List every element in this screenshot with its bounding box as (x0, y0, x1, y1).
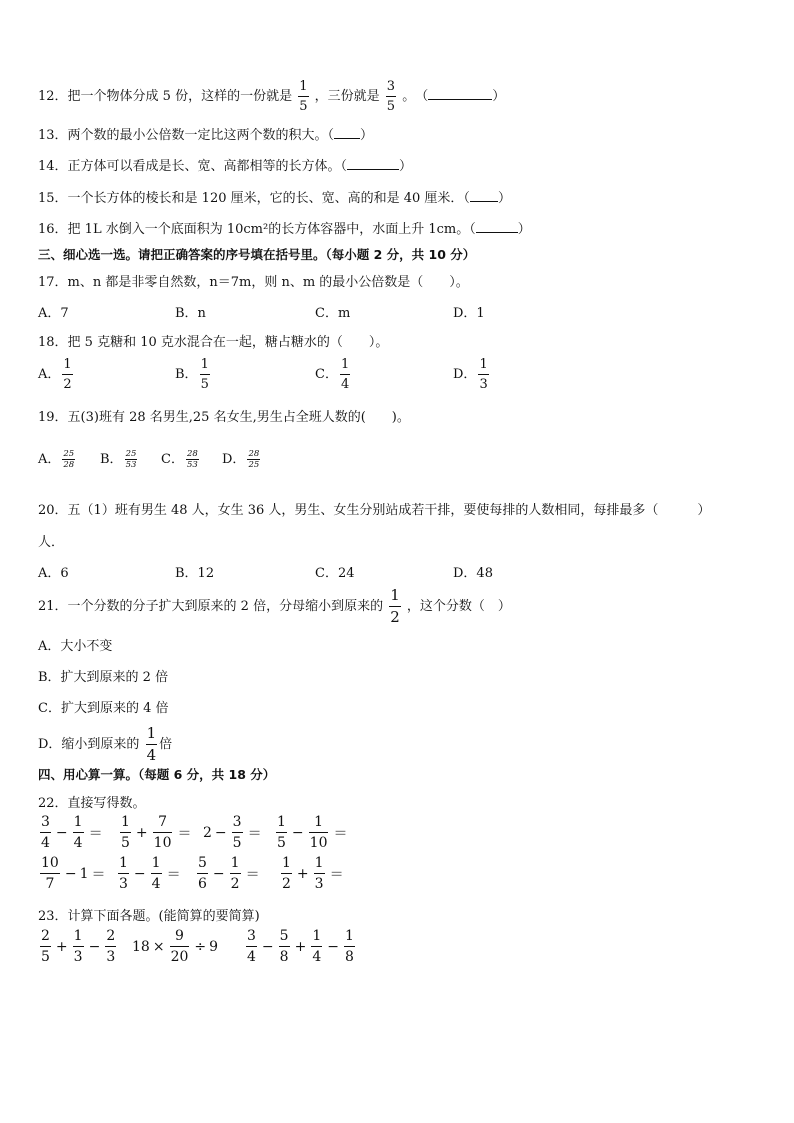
question-20-cont: 人． (38, 535, 65, 550)
option-d[interactable]: D．1 (453, 306, 485, 321)
option-d[interactable]: D．缩小到原来的 $\frac{1}{4}$ 倍 (38, 724, 173, 764)
answer-blank[interactable] (428, 87, 492, 100)
fraction: $\frac{3}{5}$ (386, 79, 396, 114)
fraction: $\frac{28}{53}$ (186, 448, 198, 470)
expression: $\frac{1}{5}$ − $\frac{1}{10}$ ＝ (277, 814, 348, 851)
fraction: $\frac{1}{5}$ (299, 79, 308, 114)
expression: $\frac{3}{4}$ − $\frac{1}{4}$ ＝ (41, 814, 103, 851)
expression: $\frac{1}{2}$ + $\frac{1}{3}$ ＝ (282, 855, 344, 892)
option-b[interactable]: B． $\frac{1}{5}$ (175, 357, 209, 392)
answer-blank[interactable] (334, 126, 360, 139)
expression: $\frac{5}{6}$ − $\frac{1}{2}$ ＝ (198, 855, 260, 892)
fraction: $\frac{1}{4}$ (146, 724, 157, 764)
fraction: $\frac{25}{28}$ (63, 448, 75, 470)
question-14: 14．正方体可以看成是长、宽、高都相等的长方体。（ ） (38, 159, 413, 174)
answer-blank[interactable] (347, 157, 399, 170)
fraction: $\frac{28}{25}$ (248, 448, 260, 470)
question-12: 12．把一个物体分成 5 份，这样的一份就是 $\frac{1}{5}$ ，三份就是 $\frac{3}{5}$ 。 （ ） (38, 79, 506, 114)
question-13: 13．两个数的最小公倍数一定比这两个数的积大。（ ） (38, 128, 374, 143)
option-c[interactable]: C． $\frac{1}{4}$ (315, 357, 350, 392)
option-d[interactable]: D．48 (453, 566, 493, 581)
question-16: 16．把 1L 水倒入一个底面积为 10cm²的长方体容器中，水面上升 1cm。（ ） (38, 222, 531, 237)
answer-blank[interactable] (470, 189, 498, 202)
option-a[interactable]: A．7 (38, 306, 69, 321)
option-b[interactable]: B．12 (175, 566, 215, 581)
option-d[interactable]: D． $\frac{1}{3}$ (453, 357, 488, 392)
expression: 18 × $\frac{9}{20}$ ÷ 9 (132, 928, 219, 965)
fraction: $\frac{1}{4}$ (340, 357, 350, 392)
section-4-heading: 四、用心算一算。（每题 6 分，共 18 分） (38, 767, 276, 782)
option-c[interactable]: C．24 (315, 566, 355, 581)
option-b[interactable]: B．扩大到原来的 2 倍 (38, 670, 169, 685)
question-18: 18．把 5 克糖和 10 克水混合在一起，糖占糖水的（ ）。 (38, 335, 389, 350)
option-c[interactable]: C．扩大到原来的 4 倍 (38, 701, 169, 716)
question-23: 23．计算下面各题。(能简算的要简算) (38, 909, 260, 924)
question-19: 19．五(3)班有 28 名男生,25 名女生,男生占全班人数的( )。 (38, 410, 410, 425)
expression: $\frac{10}{7}$ − 1 ＝ (41, 855, 106, 892)
question-20: 20．五（1）班有男生 48 人，女生 36 人，男生、女生分别站成若干排，要使每排的人数相同，每排最多（ ） (38, 503, 711, 518)
expression: $\frac{1}{3}$ − $\frac{1}{4}$ ＝ (119, 855, 181, 892)
expression: 2 − $\frac{3}{5}$ ＝ (203, 814, 262, 851)
expression: $\frac{2}{5}$ + $\frac{1}{3}$ − $\frac{2}{3}$ (41, 928, 116, 965)
fraction: $\frac{1}{2}$ (390, 586, 400, 626)
option-b[interactable]: B．n (175, 306, 206, 321)
question-17: 17．m、n 都是非零自然数，n＝7m，则 n、m 的最小公倍数是（ ）。 (38, 275, 469, 290)
option-c[interactable]: C． $\frac{28}{53}$ (161, 448, 198, 470)
question-15: 15．一个长方体的棱长和是 120 厘米，它的长、宽、高的和是 40 厘米．（ ） (38, 191, 511, 206)
option-c[interactable]: C．m (315, 306, 351, 321)
option-a[interactable]: A．大小不变 (38, 639, 113, 654)
question-21: 21．一个分数的分子扩大到原来的 2 倍，分母缩小到原来的 $\frac{1}{2}$ ，这个分数（ ） (38, 586, 511, 626)
fraction: $\frac{1}{2}$ (63, 357, 72, 392)
expression: $\frac{3}{4}$ − $\frac{5}{8}$ + $\frac{1}{4}$ − $\frac{1}{8}$ (247, 928, 354, 965)
fraction: $\frac{1}{5}$ (200, 357, 209, 392)
fraction: $\frac{25}{53}$ (125, 448, 137, 470)
section-3-heading: 三、细心选一选。请把正确答案的序号填在括号里。（每小题 2 分，共 10 分） (38, 247, 476, 262)
option-a[interactable]: A． $\frac{1}{2}$ (38, 357, 72, 392)
expression: $\frac{1}{5}$ + $\frac{7}{10}$ ＝ (121, 814, 192, 851)
option-d[interactable]: D． $\frac{28}{25}$ (222, 448, 260, 470)
option-b[interactable]: B． $\frac{25}{53}$ (100, 448, 137, 470)
option-a[interactable]: A． $\frac{25}{28}$ (38, 448, 75, 470)
question-22: 22．直接写得数。 (38, 796, 146, 811)
fraction: $\frac{1}{3}$ (479, 357, 488, 392)
option-a[interactable]: A．6 (38, 566, 69, 581)
answer-blank[interactable] (476, 220, 518, 233)
